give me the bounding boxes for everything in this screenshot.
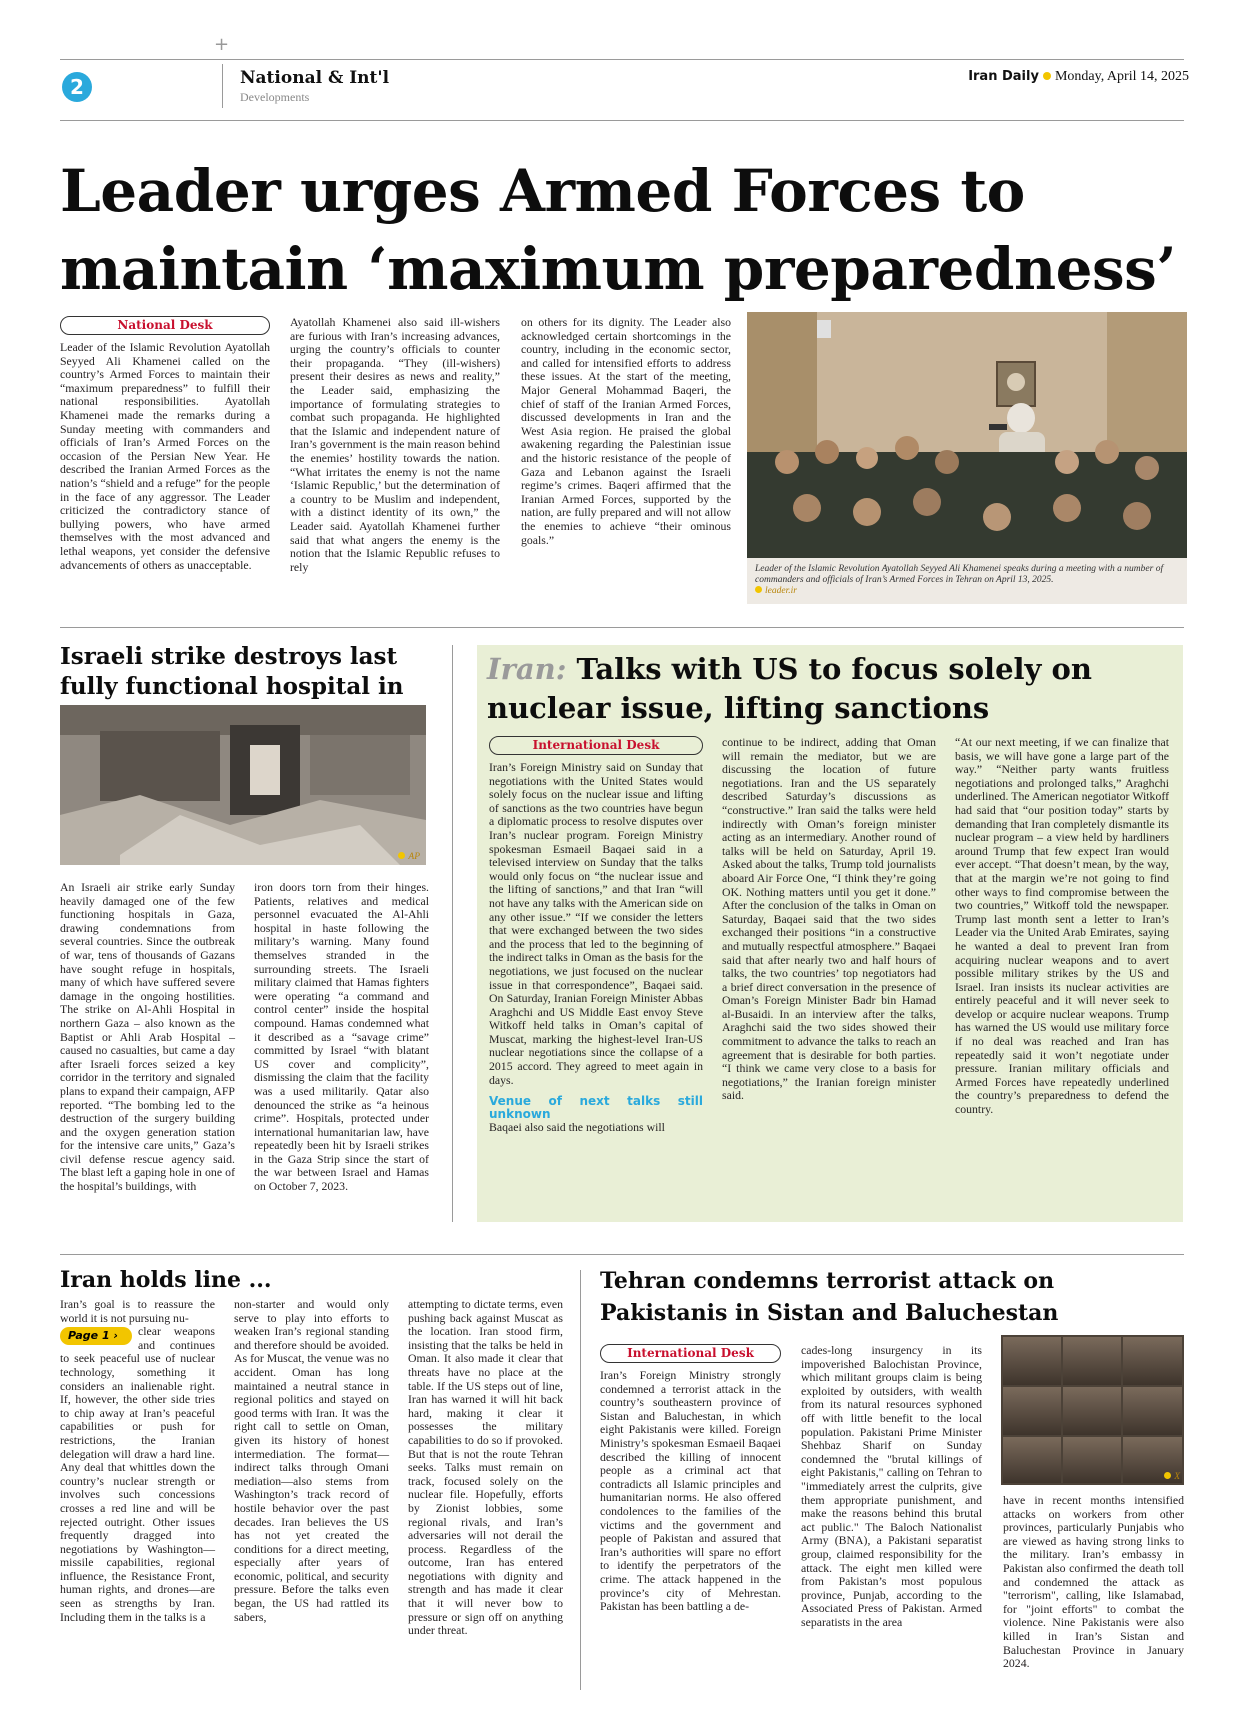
lead-text-3: on others for its dignity. The Leader also acknowledged certain shortcomings in the country, including in the economic sector, and called for intensified efforts to address these issues. At the start of the meeting, Major General Mohammad Baqeri, the chief of staff of the Iranian Armed Forces, discussed developments in Iran and the West Asia region. He praised the global awakening regarding the Palestinian issue and the historic resistance of the people of Gaza and Lebanon against the Israeli regime’s crimes. Baqeri affirmed that the Iranian Armed Forces, supported by the nation, are fully prepared and will not allow the enemies to achieve “their ominous goals.” [521, 315, 731, 547]
header-divider [222, 64, 223, 108]
credit-dot-icon [755, 586, 762, 593]
iran-talks-text-3: “At our next meeting, if we can finalize that basis, we will have gone a large part of the way.” “Neither party wants fruitless negotiations and prolonged talks,” Araghchi underlined. The American negotiator Witkoff had said that “our position today” starts by demanding that Iran completely dismantle its nuclear program – a view held by hardliners around Trump that few expect Iran would ever accept. “That doesn’t mean, by the way, that at the margin we’re not going to find other ways to find compromise between the two countries,” Witkoff told the newspaper. Trump last month sent a letter to Iran’s Leader via the United Arab Emirates, saying he wanted a deal to prevent Iran from acquiring nuclear weapons and to avert possible military strikes by the US and Israel. Iran insists its nuclear activities are entirely peaceful and it will never seek to develop or acquire nuclear weapons. Trump has warned the US would use military force if no deal was reached and Iran has repeatedly said it won’t negotiate under pressure. Iranian military officials and Armed Forces have repeatedly underlined the country’s preparedness to defend the country. [955, 735, 1169, 1117]
lead-text-1: Leader of the Islamic Revolution Ayatollah Seyyed Ali Khamenei called on the country’s Armed Forces to maintain their “maximum preparedness” to fulfill their national responsibilities. Ayatollah Khamenei made the remarks during a Sunday meeting with commanders and officials of Iran’s Armed Forces on the occasion of the Persian New Year. He described the Iranian Armed Forces as the nation’s “shield and a refuge” for the people in the face of any aggressor. The Leader criticized the contradictory stance of bullying powers, who have armed themselves with the most advanced and lethal weapons, yet consider the defensive advancements of others as unacceptable. [60, 340, 270, 572]
photo-cell [1003, 1387, 1061, 1435]
meeting-scene-image [747, 312, 1187, 558]
subsection-title: Developments [240, 90, 310, 104]
lead-column-3 [521, 316, 731, 547]
iran-talks-text-2: continue to be indirect, adding that Oman will remain the mediator, but we are discussing the location of future negotiations. Iran and the US separately described Saturday’s discussions as “constructive.” Iran said the talks were held indirectly with Oman’s foreign minister acting as an intermediary. Another round of talks will be held on Saturday, April 19. Asked about the talks, Trump told journalists aboard Air Force One, “I think they’re going OK. Nothing matters until you get it done.” After the conclusion of the talks in Oman on Saturday, Baqaei said that the two sides exchanged their positions “in a constructive and mutually respectful atmosphere.” Baqaei said that after nearly two and half hours of talks, the two countries’ top negotiators had a brief direct conversation in the presence of Oman’s Foreign Minister Badr bin Hamad al-Busaidi. In an interview after the talks, Araghchi said the two sides showed their commitment to advance the talks to reach an agreement that is desirable for both parties. “I think we came very close to a basis for negotiations,” the Iranian foreign minister said. [722, 735, 936, 1103]
hospital-damage-image [60, 705, 426, 865]
desk-label: National Desk [60, 316, 270, 335]
victims-photo-grid [1001, 1335, 1184, 1485]
masthead [968, 69, 1189, 85]
iran-talks-text-1: Iran’s Foreign Ministry said on Sunday that negotiations with the United States would solely focus on the nuclear issue and lifting of sanctions as the two countries have begun a diplomatic process to resolve disputes over Iran’s nuclear program. Foreign Ministry spokesman Esmaeil Baqaei said in a televised interview on Sunday that the talks would only focus on “the nuclear issue and the lifting of sanctions,” and that Iran “will not have any talks with the American side on any other issue.” “If we consider the letters that were exchanged between the two sides and the process that led to the beginning of the indirect talks in Oman as the basis for the negotiations, we just focused on the nuclear issue in that correspondence”, Baqaei said. On Saturday, Iranian Foreign Minister Abbas Araghchi and US Middle East envoy Steve Witkoff held talks in Oman’s capital of Muscat, marking the highest-level Iran-US nuclear negotiations since the collapse of a 2015 accord. They agreed to meet again in days. [489, 760, 703, 1087]
gaza-headline: Israeli strike destroys last fully functional hospital in [60, 643, 404, 700]
header-rule [60, 120, 1184, 121]
gaza-text-1: An Israeli air strike early Sunday heavily damaged one of the few functioning hospitals in Gaza, drawing condemnations from several countries. Since the outbreak of war, tens of thousands of Gazans have sought refuge in hospitals, many of which have suffered severe damage in the ongoing hostilities. The strike on Al-Ahli Hospital in northern Gaza – also known as the Baptist or Ahli Arab Hospital – caused no casualties, but came a day after Israeli forces seized a key corridor in the territory and signaled plans to expand their campaign, AFP reported. “The bombing led to the destruction of the surgery building and the oxygen generation station for the intensive care units,” Gaza’s civil defense rescue agency said. The blast left a gaping hole in one of the hospital’s buildings, with [60, 880, 235, 1194]
page-1-link[interactable] [60, 1327, 132, 1345]
sistan-column-1 [600, 1344, 781, 1614]
photo-cell [1063, 1437, 1121, 1483]
subheading: Venue of next talks still unknown [489, 1094, 703, 1122]
photo-cell [1003, 1337, 1061, 1385]
lead-photo-caption [747, 558, 1187, 604]
credit-dot-icon [1164, 1472, 1171, 1479]
sistan-photo-credit [1164, 1472, 1180, 1482]
photo-credit [755, 586, 1179, 597]
page-number: 2 [62, 72, 92, 102]
iran-talks-column-1 [489, 736, 703, 1135]
photo-cell [1063, 1387, 1121, 1435]
caption-text: Leader of the Islamic Revolution Ayatollah Seyyed Ali Khamenei speaks during a meeting with a number of commanders and officials of Iran’s Armed Forces in Tehran on April 13, 2025. [755, 564, 1164, 585]
lead-photo [747, 312, 1187, 558]
iran-line-text-3: attempting to dictate terms, even pushing back against Muscat as the location. Iran stood firm, insisting that the talks be held in Oman. It also made it clear that threats have no place at the table. If the US steps out of line, Iran has warned it will hit back hard, making it clear it possesses the military capabilities to do so if provoked. But that is not the route Tehran seeks. Talks must remain on track, focused solely on the nuclear file. Hopefully, efforts by Zionist lobbies, some regional rivals, and Iran’s adversaries will not derail the process. Regardless of the outcome, Iran has entered negotiations with dignity and strength and has made it clear that it will never bow to pressure or sign off on anything under threat. [408, 1297, 563, 1638]
paper-name: Iran Daily [968, 69, 1039, 84]
top-rule [60, 59, 1184, 60]
iran-line-text-1b: clear weapons and continues to seek peaceful use of nuclear technology, something it considers an inalienable right. If, however, the other side tries to chip away at Iran’s peaceful capabilities or push for restrictions, the Iranian delegation will draw a hard line. Any deal that whittles down the country’s nuclear strength or involves such concessions crosses a red line and will be rejected outright. Other issues frequently dragged into negotiations by Washington—missile capabilities, regional influence, the Resistance Front, human rights, and drones—are seen as strengths by Iran. Including them in the talks is a [60, 1324, 215, 1624]
iran-talks-column-2 [722, 736, 936, 1103]
gaza-column-1 [60, 881, 235, 1194]
iran-line-column-1 [60, 1298, 215, 1624]
lead-column-1 [60, 316, 270, 572]
photo-cell [1003, 1437, 1061, 1483]
headline-kicker: Iran: [487, 652, 567, 686]
gaza-column-2 [254, 881, 429, 1194]
photo-cell [1063, 1337, 1121, 1385]
bullet-icon [1043, 72, 1051, 80]
iran-talks-text-1-tail: Baqaei also said the negotiations will [489, 1120, 665, 1135]
sistan-column-2 [801, 1344, 982, 1629]
iran-line-column-3 [408, 1298, 563, 1638]
iran-talks-column-3 [955, 736, 1169, 1117]
lead-headline: Leader urges Armed Forces to maintain ‘maximum preparedness’ [60, 157, 1177, 303]
iran-line-headline: Iran holds line ... [60, 1267, 272, 1293]
lead-text-2: Ayatollah Khamenei also said ill-wishers are furious with Iran’s increasing advances, urging the country’s officials to counter their propaganda. “They (ill-wishers) present their desires as news and reality,” the Leader said, emphasizing the importance of formulating strategies to combat such propaganda. He highlighted that the Islamic and independent nature of Iran’s government is the main reason behind the enemies’ hostility towards the nation. “What irritates the enemy is not the name ‘Islamic Republic,’ but the determination of a country to be Muslim and independent, with a distinct identity of its own,” the Leader said. Ayatollah Khamenei further said that what angers the enemy is the notion that the Islamic Republic refuses to rely [290, 315, 500, 574]
iran-line-text-1a: Iran’s goal is to reassure the world it is not pursuing nu- [60, 1297, 215, 1325]
gaza-photo [60, 705, 426, 865]
desk-label: International Desk [489, 736, 703, 755]
iran-talks-headline [487, 650, 1147, 728]
desk-label: International Desk [600, 1344, 781, 1363]
sistan-text-3: have in recent months intensified attacks on workers from other provinces, particularly Punjabis who are viewed as having strong links to the military. Iran’s embassy in Pakistan also confirmed the death toll and condemned the attack as "terrorism", calling, like Islamabad, for "joint efforts" to combat the violence. Nine Pakistanis were also killed in Iran’s Sistan and Baluchestan Province in January 2024. [1003, 1493, 1184, 1671]
photo-cell [1123, 1337, 1182, 1385]
headline-text: Talks with US to focus solely on nuclear issue, lifting sanctions [487, 652, 1092, 725]
lead-column-2 [290, 316, 500, 574]
sistan-headline: Tehran condemns terrorist attack on Pakistanis in Sistan and Baluchestan [600, 1268, 1059, 1326]
sistan-text-1: Iran’s Foreign Ministry strongly condemned a terrorist attack in the country’s southeastern province of Sistan and Baluchestan, in which eight Pakistanis were killed. Foreign Ministry’s spokesman Esmaeil Baqaei described the killing of innocent people as a criminal act that contradicts all Islamic principles and humanitarian norms. He also offered condolences to the families of the victims and the government and people of Pakistan and assured that Iran’s authorities will spare no effort to identify the perpetrators of the crime. The attack happened in the province’s city of Mehrestan. Pakistan has been battling a de- [600, 1368, 781, 1614]
iran-line-column-2 [234, 1298, 389, 1624]
credit-text: leader.ir [765, 586, 797, 596]
section-rule-1 [60, 627, 1184, 628]
column-divider [452, 645, 453, 1222]
iran-line-text-2: non-starter and would only serve to play into efforts to weaken Iran’s regional standing and therefore should be avoided. As for Muscat, the venue was no accident. Oman has long maintained a neutral stance in regional politics and stayed on good terms with Iran. It was the right call to settle on Oman, given its history of honest intermediation. The format—indirect talks through Omani mediation—also stems from Washington’s track record of hostile behavior over the past decades. Iran believes the US has not yet created the conditions for a direct meeting, especially after years of economic, political, and security pressure. Before the talks even began, the US had rattled its sabers, [234, 1297, 389, 1624]
section-rule-2 [60, 1254, 1184, 1255]
credit-dot-icon [398, 852, 405, 859]
sistan-column-3 [1003, 1494, 1184, 1671]
credit-text: AP [408, 852, 420, 862]
credit-text: X [1174, 1472, 1180, 1482]
crop-mark: + [214, 34, 230, 55]
photo-cell [1123, 1387, 1182, 1435]
column-divider-2 [580, 1270, 581, 1690]
gaza-photo-credit [398, 852, 420, 862]
gaza-text-2: iron doors torn from their hinges. Patients, relatives and medical personnel evacuated the Al-Ahli hospital in haste following the military’s warning. Many found themselves stranded in the surrounding streets. The Israeli military claimed that Hamas fighters were operating “a command and control center” inside the hospital compound. Hamas condemned what it described as a “savage crime” committed by Israel “with blatant US cover and complicity”, dismissing the claim that the facility was a used militarily. Qatar also denounced the strike as “a heinous crime”. Hospitals, protected under international humanitarian law, have repeatedly been hit by Israeli strikes in the Gaza Strip since the start of the war between Israel and Hamas on October 7, 2023. [254, 880, 429, 1194]
issue-date: Monday, April 14, 2025 [1054, 69, 1189, 84]
section-title: National & Int'l [240, 68, 390, 88]
sistan-text-2: cades-long insurgency in its impoverished Balochistan Province, which militant groups claim is being exploited by outsiders, with wealth from its natural resources syphoned off with little benefit to the local population. Pakistani Prime Minister Shehbaz Sharif on Sunday condemned the "brutal killings of eight Pakistanis," calling on Tehran to "immediately arrest the culprits, give them appropriate punishment, and make the reasons behind this brutal act public." The Baloch Nationalist Army (BNA), a Pakistani separatist group, claimed responsibility for the attack. The eight men killed were from Pakistan’s most populous province, Punjab, according to the Associated Press of Pakistan. Armed separatists in the area [801, 1343, 982, 1629]
page-tag-text: Page 1 [68, 1329, 110, 1343]
chevron-right-icon: › [113, 1329, 118, 1343]
